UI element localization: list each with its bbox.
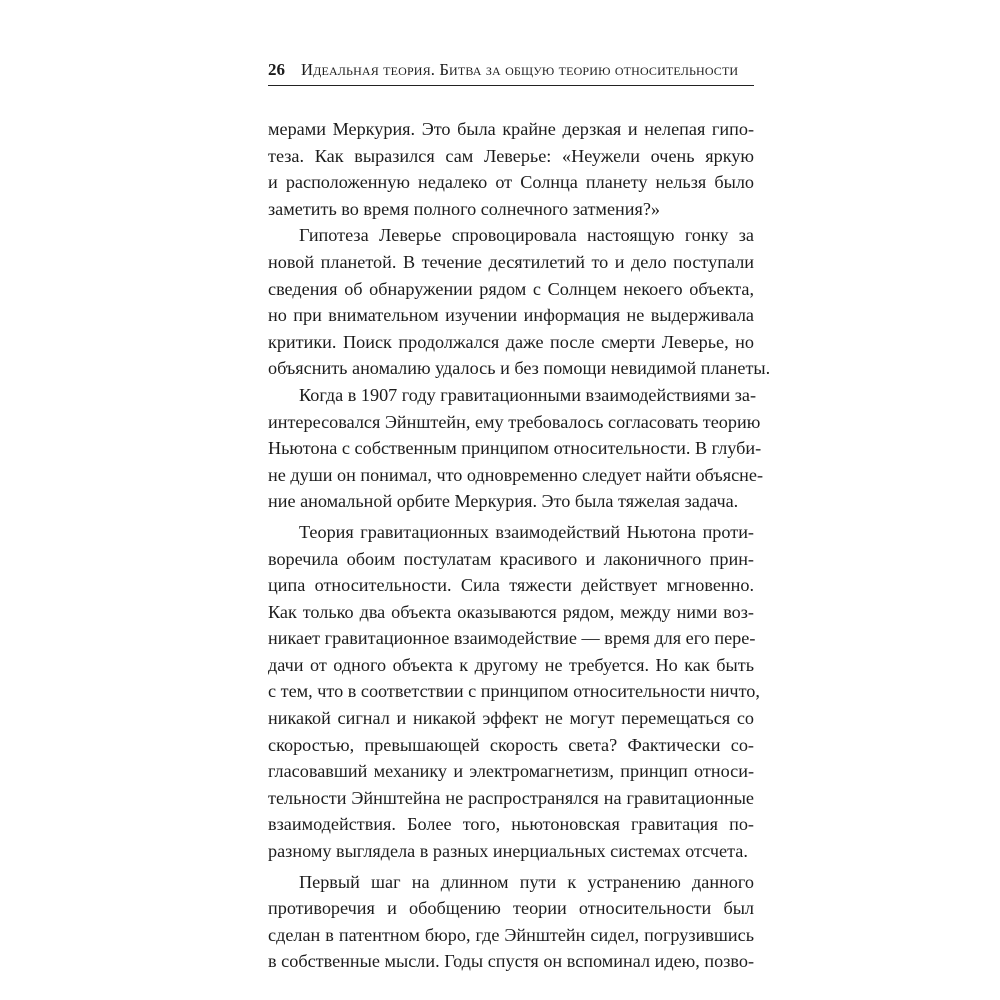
text-line: ние аномальной орбите Меркурия. Это была тяжелая задача. xyxy=(268,491,739,512)
text-line: заметить во время полного солнечного затмения?» xyxy=(268,198,661,219)
text-line: гласовавший механику и электромагнетизм, принцип относи- xyxy=(268,761,754,782)
text-line: противоречия и обобщению теории относительности был xyxy=(268,898,754,919)
text-line: ципа относительности. Сила тяжести действует мгновенно. xyxy=(268,575,754,596)
text-line: интересовался Эйнштейн, ему требовалось согласовать теорию xyxy=(268,411,761,432)
text-line: с тем, что в соответствии с принципом относительности ничто, xyxy=(268,681,760,702)
paragraph xyxy=(268,222,771,382)
text-line: мерами Меркурия. Это была крайне дерзкая и нелепая гипо- xyxy=(268,119,754,139)
text-line: в собственные мысли. Годы спустя он вспоминал идею, позво- xyxy=(268,951,754,972)
paragraph xyxy=(268,382,764,515)
running-header xyxy=(268,60,754,86)
book-page xyxy=(268,60,771,975)
text-line: теза. Как выразился сам Леверье: «Неужели очень яркую xyxy=(268,145,754,166)
running-title: Идеальная теория. Битва за общую теорию относительности xyxy=(301,60,739,79)
text-line: не души он понимал, что одновременно следует найти объясне- xyxy=(268,464,764,485)
text-line: Как только два объекта оказываются рядом, между ними воз- xyxy=(268,601,754,622)
text-line: никакой сигнал и никакой эффект не могут перемещаться со xyxy=(268,708,754,729)
text-line: Теория гравитационных взаимодействий Ньютона проти- xyxy=(299,521,754,542)
text-line: никает гравитационное взаимодействие — время для его пере- xyxy=(268,628,756,649)
text-line: Гипотеза Леверье спровоцировала настоящую гонку за xyxy=(299,225,754,246)
text-line: разному выглядела в разных инерциальных системах отсчета. xyxy=(268,841,748,862)
text-line: Когда в 1907 году гравитационными взаимодействиями за- xyxy=(299,384,757,405)
text-line: скоростью, превышающей скорость света? Фактически со- xyxy=(268,734,754,755)
text-line: сведения об обнаружении рядом с Солнцем некоего объекта, xyxy=(268,278,754,299)
text-line: Ньютона с собственным принципом относительности. В глуби- xyxy=(268,438,762,459)
text-line: взаимодействия. Более того, ньютоновская гравитация по- xyxy=(268,814,754,835)
page-number: 26 xyxy=(268,60,285,79)
text-line: но при внимательном изучении информация не выдерживала xyxy=(268,305,754,326)
text-line: сделан в патентном бюро, где Эйнштейн сидел, погрузившись xyxy=(268,924,754,945)
text-line: Первый шаг на длинном пути к устранению данного xyxy=(299,871,754,892)
paragraph xyxy=(268,869,754,975)
text-line: критики. Поиск продолжался даже после смерти Леверье, но xyxy=(268,331,754,352)
text-line: объяснить аномалию удалось и без помощи невидимой планеты. xyxy=(268,358,771,379)
paragraph xyxy=(268,116,754,222)
body-text xyxy=(268,116,771,975)
text-line: и расположенную недалеко от Солнца планету нельзя было xyxy=(268,172,754,193)
text-line: новой планетой. В течение десятилетий то и дело поступали xyxy=(268,251,754,272)
paragraph xyxy=(268,519,760,865)
text-line: тельности Эйнштейна не распространялся на гравитационные xyxy=(268,787,754,808)
text-line: дачи от одного объекта к другому не требуется. Но как быть xyxy=(268,654,754,675)
text-line: воречила обоим постулатам красивого и лаконичного прин- xyxy=(268,548,754,569)
